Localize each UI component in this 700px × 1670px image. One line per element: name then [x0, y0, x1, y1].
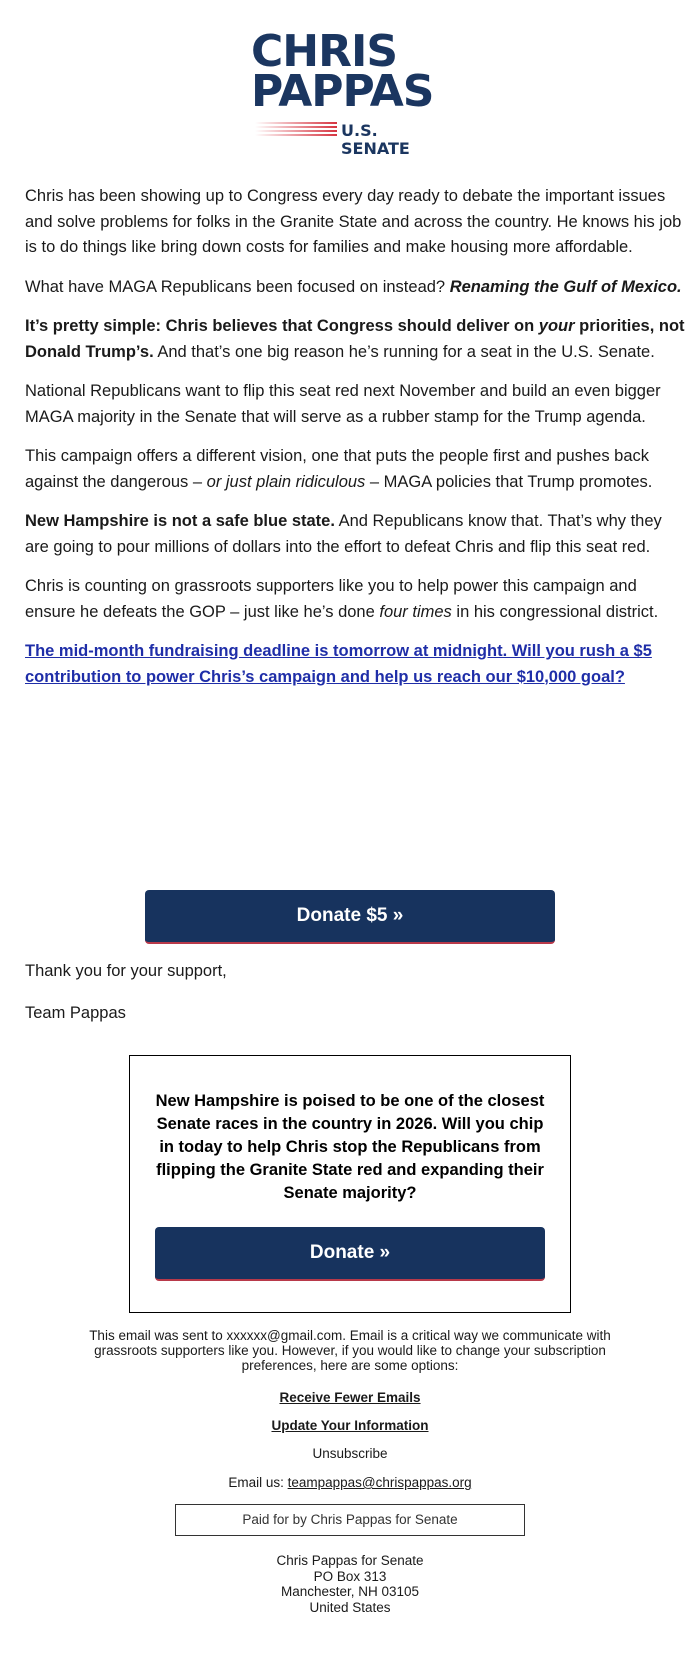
cta-paragraph — [25, 639, 685, 690]
logo-line-pappas: PAPPAS — [251, 66, 434, 117]
paragraph-6-bold: New Hampshire is not a safe blue state. — [25, 512, 335, 530]
email-body — [25, 184, 685, 704]
paragraph-5-text-a: This campaign offers a different vision, one that puts the people first and pushes back against the dangerous – — [25, 447, 650, 491]
paragraph-3-bold-b: priorities, not Donald Trump’s. — [25, 317, 685, 361]
paragraph-2-text: What have MAGA Republicans been focused on instead? — [25, 277, 450, 296]
paragraph-5-emphasis: or just plain ridiculous — [206, 472, 366, 491]
paragraph-3 — [25, 314, 685, 365]
footer-email-line — [70, 1475, 630, 1490]
paragraph-2-emphasis: Renaming the Gulf of Mexico. — [449, 277, 682, 296]
campaign-logo — [251, 26, 451, 158]
donate-callout-box — [129, 1055, 571, 1313]
paragraph-7-text-b: in his congressional district. — [451, 602, 659, 621]
paragraph-3-bold-a: It’s pretty simple: Chris believes that Congress should deliver on — [25, 317, 539, 335]
paragraph-7 — [25, 574, 685, 625]
paragraph-7-emphasis: four times — [379, 602, 452, 621]
paid-for-disclaimer: Paid for by Chris Pappas for Senate — [175, 1504, 525, 1536]
paragraph-5 — [25, 444, 685, 495]
unsubscribe-link[interactable]: Unsubscribe — [312, 1446, 388, 1461]
thanks-text: Thank you for your support, — [25, 962, 227, 980]
signature: Team Pappas — [25, 1004, 126, 1022]
paragraph-4: National Republicans want to flip this seat red next November and build an even bigger MAGA majority in the Senate that will serve as a rubber stamp for the Trump agenda. — [25, 382, 661, 426]
address-line: United States — [309, 1599, 391, 1615]
paragraph-3-text: And that’s one big reason he’s running for a seat in the U.S. Senate. — [153, 342, 655, 361]
donate-button[interactable]: Donate » — [155, 1227, 545, 1281]
donate-5-button[interactable]: Donate $5 » — [145, 890, 555, 944]
address-line: PO Box 313 — [313, 1568, 387, 1584]
paragraph-7-text-a: Chris is counting on grassroots supporters like you to help power this campaign and ensure he defeats the GOP – just like he’s done — [25, 577, 637, 621]
email-link[interactable]: teampappas@chrispappas.org — [287, 1475, 472, 1490]
mailing-address — [70, 1553, 630, 1615]
paragraph-2 — [25, 275, 685, 301]
address-line: Manchester, NH 03105 — [280, 1584, 420, 1599]
paragraph-5-text-b: – MAGA policies that Trump promotes. — [365, 472, 653, 491]
paragraph-1: Chris has been showing up to Congress every day ready to debate the important issues and solve problems for folks in the Granite State and across the country. He knows his job is to do things like bring down costs for families and make housing more affordable. — [25, 187, 682, 256]
logo-line-senate: U.S. SENATE — [341, 121, 410, 158]
address-line: Chris Pappas for Senate — [276, 1553, 424, 1568]
footer-intro: This email was sent to xxxxxx@gmail.com. Email is a critical way we communicate with grassroots supporters like you. However, if you would like to change your subscription preferences, here are some options: — [89, 1328, 611, 1373]
donate-cta-link[interactable]: The mid-month fundraising deadline is tomorrow at midnight. Will you rush a $5 contribution to power Chris’s campaign and help us reach our $10,000 goal? — [25, 642, 652, 686]
paragraph-6 — [25, 509, 685, 560]
update-information-link[interactable]: Update Your Information — [271, 1418, 429, 1433]
paragraph-3-emphasis: your — [538, 317, 575, 335]
receive-fewer-emails-link[interactable]: Receive Fewer Emails — [279, 1390, 421, 1405]
email-label: Email us: — [228, 1475, 288, 1490]
logo-line-chris: CHRIS — [251, 26, 398, 77]
callout-message: New Hampshire is poised to be one of the closest Senate races in the country in 2026. Will you chip in today to help Chris stop the Republicans from flipping the Granite State red and expanding their Senate majority? — [155, 1092, 545, 1202]
paragraph-6-text: And Republicans know that. That’s why they are going to pour millions of dollars into the effort to defeat Chris and flip this seat red. — [25, 512, 662, 556]
flag-stripes-icon — [255, 122, 337, 138]
